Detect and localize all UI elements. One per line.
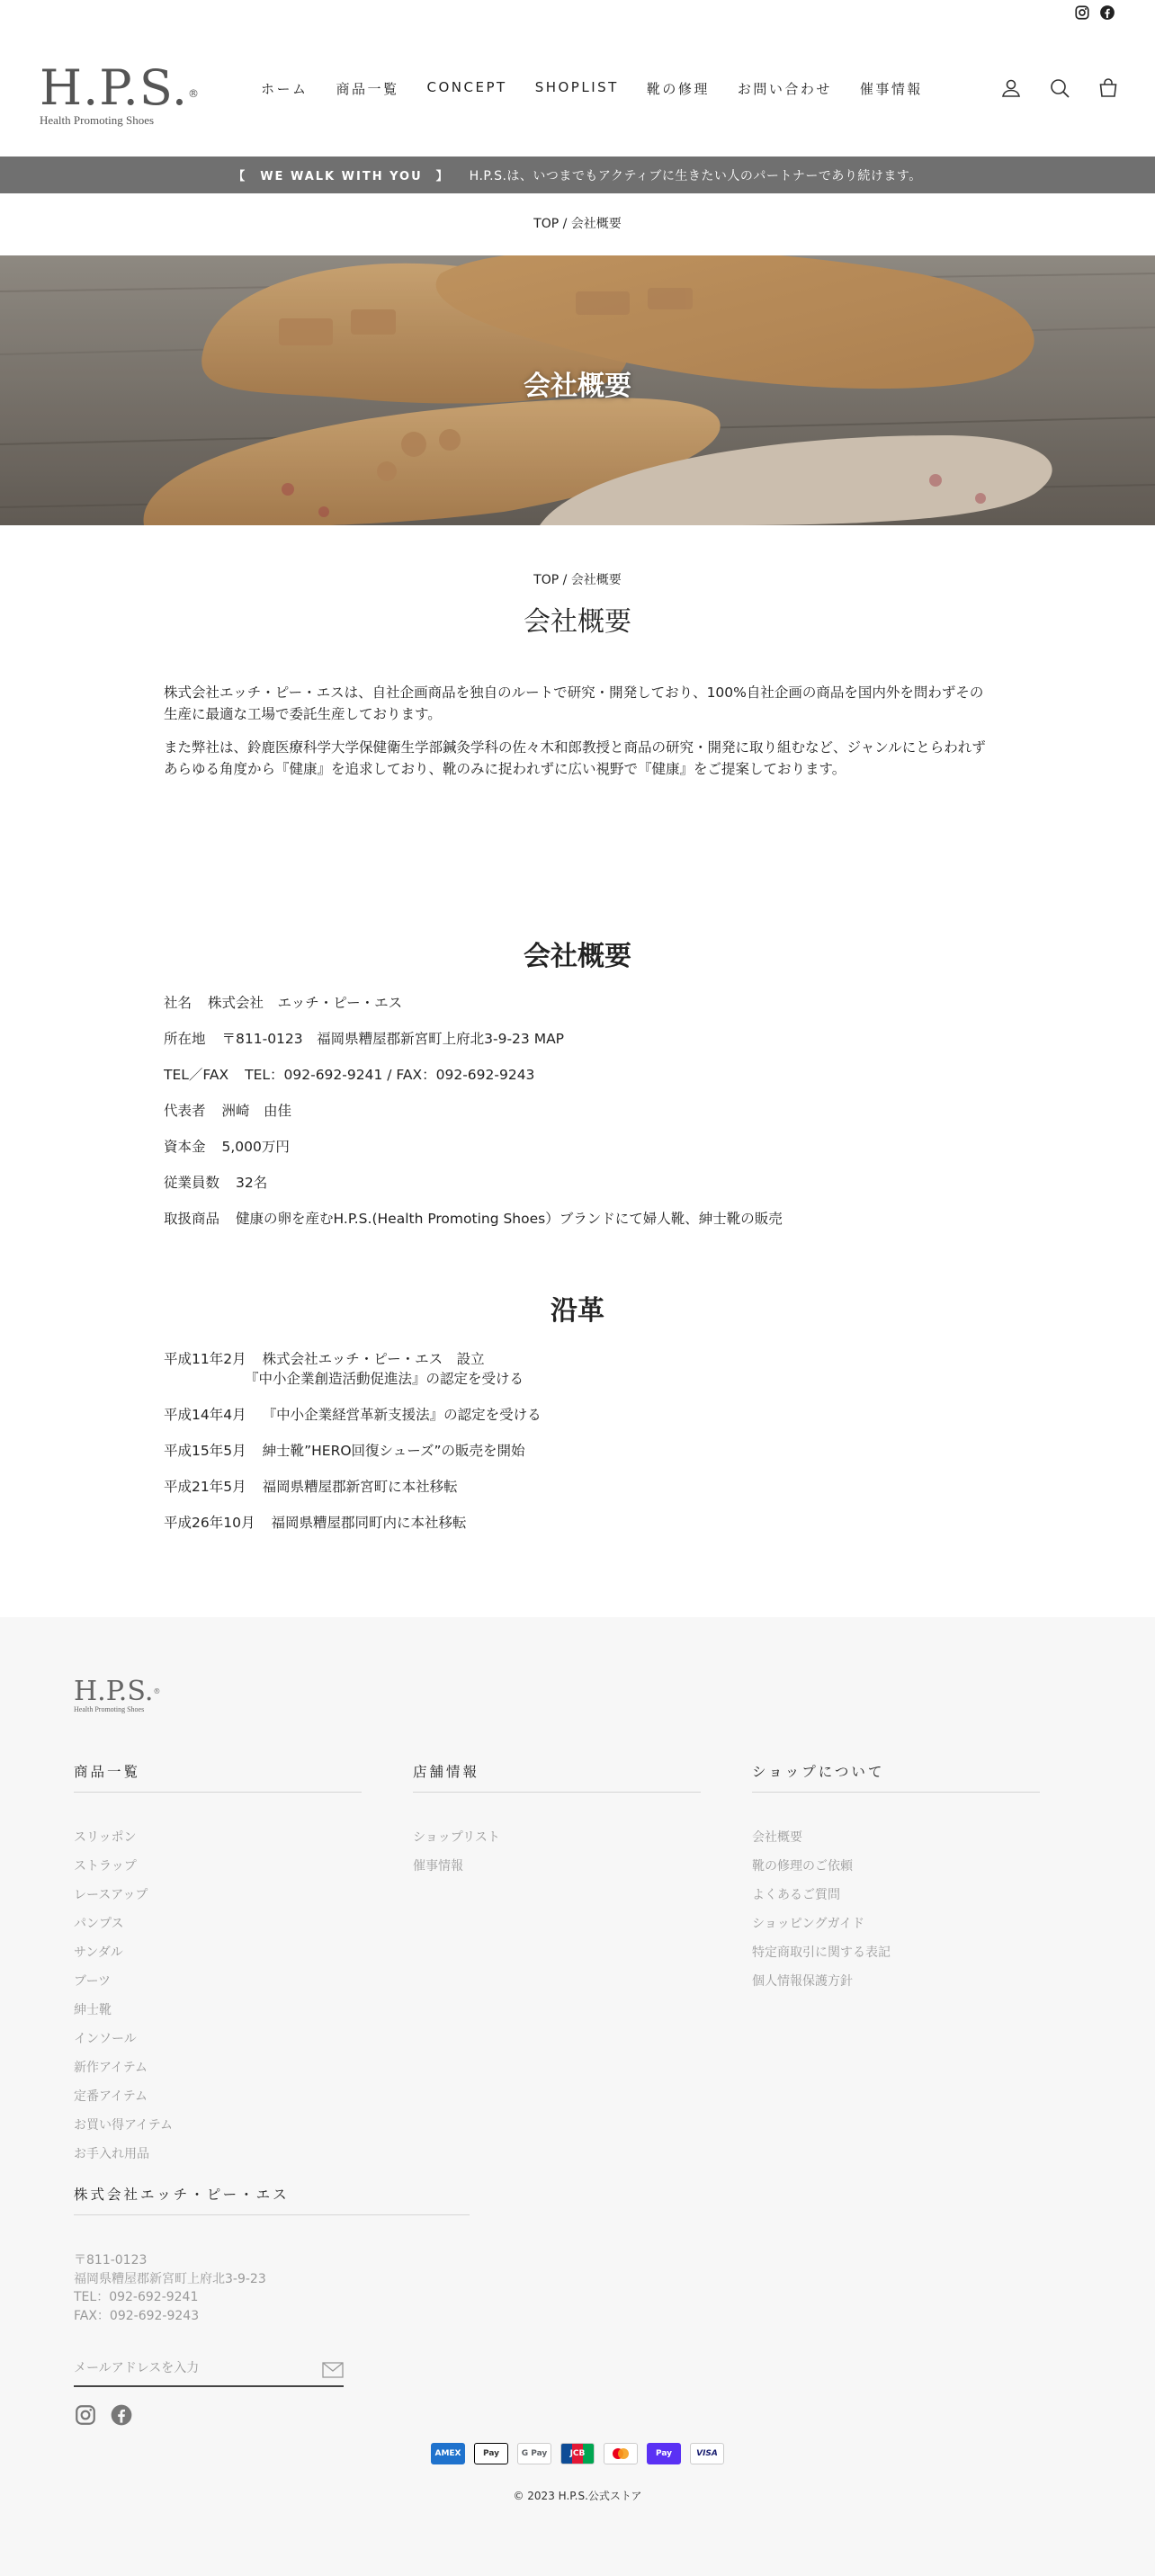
company-info-list	[164, 993, 991, 1245]
logo-subtitle: Health Promoting Shoes	[40, 113, 155, 127]
announcement-slogan: 【 WE WALK WITH YOU 】	[233, 170, 450, 183]
info-label: 社名	[164, 995, 192, 1011]
top-bar	[0, 0, 1155, 27]
nav-concept[interactable]: CONCEPT	[426, 79, 507, 95]
info-value: 洲崎 由佳	[221, 1103, 292, 1119]
facebook-icon[interactable]	[1099, 4, 1115, 21]
info-row	[164, 1101, 991, 1137]
footer-link[interactable]: パンプス	[74, 1917, 124, 1931]
history-row	[164, 1349, 991, 1405]
footer-address-line: TEL：092-692-9241	[74, 2290, 199, 2304]
footer-logo[interactable]	[74, 1678, 160, 1713]
copyright: © 2023 H.P.S.公式ストア	[513, 2490, 642, 2502]
user-icon[interactable]	[1000, 77, 1022, 99]
info-value: 5,000万円	[221, 1139, 290, 1155]
footer-logo-text: H.P.S.	[74, 1676, 154, 1707]
intro-paragraph: また弊社は、鈴鹿医療科学大学保健衛生学部鍼灸学科の佐々木和郎教授と商品の研究・開発に取り組むなど、ジャンルにとらわれずあらゆる角度から『健康』を追求しており、靴のみに捉われずに広い視野で『健康』をご提案しております。	[164, 739, 986, 777]
footer-link[interactable]: インソール	[74, 2032, 137, 2046]
shop-pay-icon: Pay	[647, 2443, 681, 2464]
history-date: 平成14年4月	[164, 1407, 246, 1423]
info-value: 32名	[236, 1175, 268, 1191]
info-row	[164, 1173, 991, 1209]
footer-link[interactable]: 靴の修理のご依頼	[752, 1859, 853, 1874]
cart-icon[interactable]	[1097, 77, 1119, 99]
footer-link[interactable]: レースアップ	[74, 1888, 148, 1902]
history-date: 平成21年5月	[164, 1479, 246, 1495]
nav-shoplist[interactable]: SHOPLIST	[534, 79, 619, 95]
hero-banner	[0, 255, 1155, 525]
info-row	[164, 1029, 991, 1065]
hero-title: 会社概要	[524, 371, 631, 402]
email-input[interactable]	[74, 2353, 299, 2384]
jcb-icon: JCB	[560, 2443, 595, 2464]
footer-link[interactable]: ブーツ	[74, 1974, 112, 1989]
company-heading: 会社概要	[524, 941, 631, 972]
history-date: 平成15年5月	[164, 1443, 246, 1459]
announcement-bar	[0, 157, 1155, 193]
footer-link[interactable]: よくあるご質問	[752, 1888, 840, 1902]
footer-link[interactable]: 会社概要	[752, 1830, 802, 1845]
footer-link[interactable]: 催事情報	[413, 1859, 463, 1874]
history-event: 福岡県糟屋郡新宮町に本社移転	[262, 1479, 458, 1495]
footer-link[interactable]: お買い得アイテム	[74, 2118, 174, 2133]
footer-stores-title: 店舗情報	[413, 1761, 701, 1793]
history-event: 紳士靴”HERO回復シューズ”の販売を開始	[262, 1443, 525, 1459]
footer-link[interactable]: スリッポン	[74, 1830, 137, 1845]
history-row	[164, 1513, 991, 1549]
info-value: 株式会社 エッチ・ピー・エス	[208, 995, 403, 1011]
footer-link[interactable]: ショップリスト	[413, 1830, 500, 1845]
footer-logo-mark: ®	[153, 1687, 161, 1695]
info-label: TEL／FAX	[164, 1067, 229, 1083]
nav-repair[interactable]: 靴の修理	[646, 81, 710, 97]
footer-address-line: FAX：092-692-9243	[74, 2308, 200, 2323]
history-date: 平成26年10月	[164, 1515, 255, 1531]
info-value: 〒811-0123 福岡県糟屋郡新宮町上府北3-9-23 MAP	[221, 1031, 565, 1047]
footer-address-line: 〒811-0123	[74, 2253, 148, 2267]
info-row	[164, 1137, 991, 1173]
mastercard-icon	[604, 2443, 638, 2464]
instagram-icon[interactable]	[1074, 4, 1090, 21]
footer-products	[74, 1761, 362, 2174]
history-event: 『中小企業創造活動促進法』の認定を受ける	[245, 1371, 524, 1387]
info-row	[164, 993, 991, 1029]
history-row	[164, 1405, 991, 1441]
site-logo[interactable]	[40, 59, 201, 128]
nav-home[interactable]: ホーム	[261, 81, 309, 97]
announcement-text: H.P.S.は、いつまでもアクティブに生きたい人のパートナーであり続けます。	[469, 168, 922, 183]
search-icon[interactable]	[1049, 77, 1070, 99]
info-row	[164, 1065, 991, 1101]
footer-link[interactable]: サンダル	[74, 1945, 123, 1960]
visa-icon: VISA	[690, 2443, 724, 2464]
site-header	[0, 27, 1155, 157]
breadcrumb-top[interactable]: TOP / 会社概要	[533, 217, 622, 231]
nav-products[interactable]: 商品一覧	[336, 81, 399, 97]
footer-link[interactable]: 個人情報保護方針	[752, 1974, 853, 1989]
newsletter-form	[74, 2353, 344, 2387]
instagram-icon[interactable]	[74, 2403, 97, 2427]
footer-products-title: 商品一覧	[74, 1761, 362, 1793]
footer-company-title: 株式会社エッチ・ピー・エス	[74, 2184, 470, 2215]
nav-events[interactable]: 催事情報	[859, 81, 923, 97]
footer-link[interactable]: ショッピングガイド	[752, 1917, 865, 1931]
footer-link[interactable]: 紳士靴	[74, 2003, 112, 2017]
page-title: 会社概要	[524, 606, 631, 638]
payment-methods	[0, 2443, 1155, 2464]
footer-stores	[413, 1761, 701, 1886]
info-row	[164, 1209, 991, 1245]
footer-company	[74, 2184, 470, 2325]
info-value: TEL：092-692-9241 / FAX：092-692-9243	[245, 1067, 535, 1083]
info-label: 代表者	[164, 1103, 206, 1119]
intro-text	[164, 682, 991, 792]
info-label: 資本金	[164, 1139, 206, 1155]
apple-pay-icon: Pay	[474, 2443, 508, 2464]
footer-link[interactable]: 新作アイテム	[74, 2061, 148, 2075]
footer-address-line: 福岡県糟屋郡新宮町上府北3-9-23	[74, 2271, 266, 2286]
history-event: 『中小企業経営革新支援法』の認定を受ける	[262, 1407, 542, 1423]
history-date: 平成11年2月	[164, 1351, 246, 1367]
history-event: 福岡県糟屋郡同町内に本社移転	[271, 1515, 467, 1531]
history-row	[164, 1441, 991, 1477]
nav-contact[interactable]: お問い合わせ	[737, 81, 832, 97]
footer-logo-subtitle: Health Promoting Shoes	[74, 1705, 145, 1713]
info-label: 取扱商品	[164, 1211, 220, 1227]
google-pay-icon: G Pay	[517, 2443, 551, 2464]
footer-about-title: ショップについて	[752, 1761, 1040, 1793]
footer-link[interactable]: 定番アイテム	[74, 2089, 148, 2104]
facebook-icon[interactable]	[110, 2403, 133, 2427]
header-icons	[1000, 77, 1119, 99]
footer-about	[752, 1761, 1040, 2001]
history-heading: 沿革	[551, 1295, 604, 1327]
info-label: 従業員数	[164, 1175, 220, 1191]
site-footer	[0, 1617, 1155, 2576]
logo-text: H.P.S.	[40, 59, 189, 116]
history-row	[164, 1477, 991, 1513]
main-nav	[261, 79, 951, 98]
top-social	[1074, 4, 1115, 21]
history-list	[164, 1349, 991, 1549]
intro-paragraph: 株式会社エッチ・ピー・エスは、自社企画商品を独自のルートで研究・開発しており、100%自社企画の商品を国内外を問わずその生産に最適な工場で委託生産しております。	[164, 684, 984, 722]
history-event: 株式会社エッチ・ピー・エス 設立	[262, 1351, 485, 1367]
footer-link[interactable]: お手入れ用品	[74, 2147, 149, 2161]
info-value: 健康の卵を産むH.P.S.(Health Promoting Shoes）ブランドにて婦人靴、紳士靴の販売	[236, 1211, 783, 1227]
info-label: 所在地	[164, 1031, 206, 1047]
footer-social	[74, 2403, 133, 2427]
breadcrumb[interactable]: TOP / 会社概要	[533, 573, 622, 587]
logo-registered-mark: ®	[188, 87, 201, 100]
envelope-icon[interactable]	[322, 2362, 344, 2378]
amex-icon: AMEX	[431, 2443, 465, 2464]
footer-link[interactable]: ストラップ	[74, 1859, 137, 1874]
footer-link[interactable]: 特定商取引に関する表記	[752, 1945, 891, 1960]
